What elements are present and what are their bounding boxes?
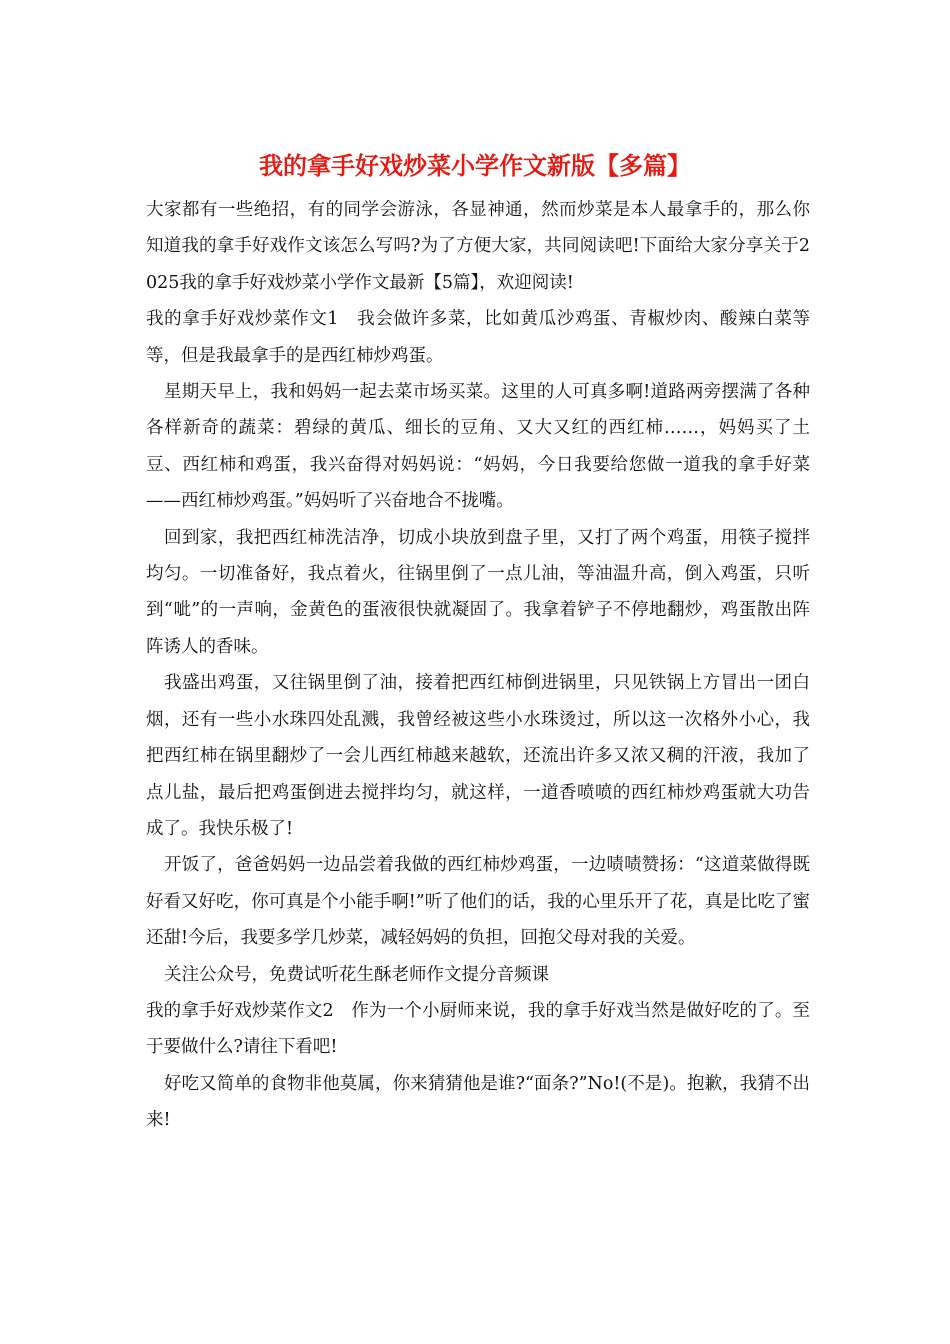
promo-paragraph: 关注公众号，免费试听花生酥老师作文提分音频课 — [164, 964, 549, 985]
body-paragraph: 我盛出鸡蛋，又往锅里倒了油，接着把西红柿倒进锅里，只见铁锅上方冒出一团白烟，还有一些小水珠四处乱溅，我曾经被这些小水珠烫过，所以这一次格外小心，我把西红柿在锅里翻炒了一会儿西红柿越来越软，还流出许多又浓又稠的汗液，我加了点儿盐，最后把鸡蛋倒进去搅拌均匀，就这样，一道香喷喷的西红柿炒鸡蛋就大功告成了。我快乐极了! — [146, 673, 810, 839]
body-paragraph: 回到家，我把西红柿洗洁净，切成小块放到盘子里，又打了两个鸡蛋，用筷子搅拌均匀。一切准备好，我点着火，往锅里倒了一点儿油，等油温升高，倒入鸡蛋，只听到“呲”的一声响，金黄色的蛋液很快就凝固了。我拿着铲子不停地翻炒，鸡蛋散出阵阵诱人的香味。 — [146, 527, 810, 657]
intro-paragraph: 大家都有一些绝招，有的同学会游泳，各显神通，然而炒菜是本人最拿手的，那么你知道我的拿手好戏作文该怎么写吗?为了方便大家，共同阅读吧!下面给大家分享关于2025我的拿手好戏炒菜小学作文最新【5篇】，欢迎阅读! — [146, 200, 810, 293]
body-paragraph: 星期天早上，我和妈妈一起去菜市场买菜。这里的人可真多啊!道路两旁摆满了各种各样新奇的蔬菜：碧绿的黄瓜、细长的豆角、又大又红的西红柿……，妈妈买了土豆、西红柿和鸡蛋，我兴奋得对妈妈说：“妈妈，今日我要给您做一道我的拿手好菜——西红柿炒鸡蛋。”妈妈听了兴奋地合不拢嘴。 — [146, 382, 810, 512]
essay-1-heading-paragraph: 我的拿手好戏炒菜作文1 我会做许多菜，比如黄瓜沙鸡蛋、青椒炒肉、酸辣白菜等等，但是我最拿手的是西红柿炒鸡蛋。 — [146, 309, 810, 366]
body-paragraph: 好吃又简单的食物非他莫属，你来猜猜他是谁?“面条?”No!(不是)。抱歉，我猜不出来! — [146, 1073, 810, 1131]
body-paragraph: 开饭了，爸爸妈妈一边品尝着我做的西红柿炒鸡蛋，一边啧啧赞扬：“这道菜做得既好看又好吃，你可真是个小能手啊!”听了他们的话，我的心里乐开了花，真是比吃了蜜还甜!今后，我要多学几炒菜，减轻妈妈的负担，回抱父母对我的关爱。 — [146, 855, 810, 949]
document-title: 我的拿手好戏炒菜小学作文新版【多篇】 — [259, 151, 691, 180]
essay-2-heading-paragraph: 我的拿手好戏炒菜作文2 作为一个小厨师来说，我的拿手好戏当然是做好吃的了。至于要做什么?请往下看吧! — [146, 1000, 810, 1058]
document-body — [146, 192, 810, 1139]
